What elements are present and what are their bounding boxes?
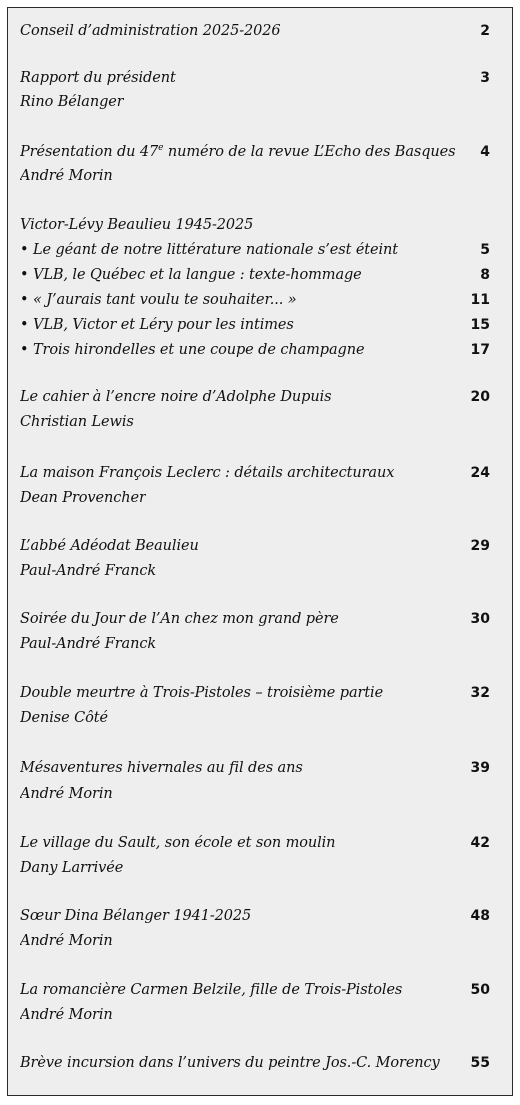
toc-author-name: Rino Bélanger [20,94,124,110]
toc-entry-page: 39 [470,760,490,776]
toc-entry-page: 3 [480,70,490,86]
toc-section-title: Victor-Lévy Beaulieu 1945-2025 [20,217,254,233]
toc-entry-page: 42 [470,835,490,851]
toc-subentry-title: • Trois hirondelles et une coupe de champagne [20,342,365,358]
toc-entry-page: 15 [470,317,490,333]
toc-author-name: André Morin [20,168,113,184]
toc-title-part: numéro de la revue L’Écho des Basques [163,144,456,160]
toc-subentry-title: • VLB, Victor et Léry pour les intimes [20,317,294,333]
toc-entry-author [20,786,490,808]
toc-entry-page: 30 [470,611,490,627]
toc-subentry-title: • VLB, le Québec et la langue : texte-hommage [20,267,362,283]
toc-entry-title: Le village du Sault, son école et son moulin [20,835,336,851]
toc-entry-author [20,933,490,955]
toc-entry [20,217,490,239]
toc-subentry-title: • Le géant de notre littérature nationale s’est éteint [20,242,399,258]
toc-entry-author [20,636,490,658]
toc-entry [20,538,490,560]
toc-entry-page: 50 [470,982,490,998]
toc-author-name: Denise Côté [20,710,108,726]
toc-entry-page: 32 [470,685,490,701]
toc-entry [20,465,490,487]
toc-author-name: André Morin [20,933,113,949]
toc-entry-page: 11 [470,292,490,308]
toc-entry-author [20,1007,490,1029]
toc-entry [20,685,490,707]
toc-entry-title: Sœur Dina Bélanger 1941-2025 [20,908,252,924]
toc-entry-title: Conseil d’administration 2025-2026 [20,23,281,39]
toc-entry-author [20,94,490,116]
toc-entry-page: 4 [480,144,490,160]
toc-entry [20,70,490,92]
toc-entry-title: Rapport du président [20,70,176,86]
toc-entry [20,982,490,1004]
toc-entry [20,760,490,782]
toc-subentry [20,267,490,289]
toc-title-part: Présentation du 47 [20,144,159,160]
table-of-contents [7,7,513,1096]
toc-subentry [20,342,490,364]
toc-entry [20,908,490,930]
toc-entry-page: 55 [470,1055,490,1071]
toc-author-name: André Morin [20,786,113,802]
toc-entry-title: Soirée du Jour de l’An chez mon grand père [20,611,339,627]
toc-subentry [20,317,490,339]
toc-entry [20,835,490,857]
toc-entry-title: Le cahier à l’encre noire d’Adolphe Dupuis [20,389,332,405]
toc-entry-author [20,168,490,190]
toc-entry-author [20,860,490,882]
toc-entry-title: L’abbé Adéodat Beaulieu [20,538,199,554]
toc-entry-title: La maison François Leclerc : détails architecturaux [20,465,395,481]
toc-entry-page: 8 [480,267,490,283]
toc-entry [20,1055,490,1077]
toc-subentry [20,242,490,264]
toc-entry-page: 29 [470,538,490,554]
toc-entry [20,144,490,166]
toc-entry-page: 24 [470,465,490,481]
toc-entry-author [20,710,490,732]
toc-entry-title: Mésaventures hivernales au fil des ans [20,760,303,776]
toc-entry-title: Brève incursion dans l’univers du peintre Jos.-C. Morency [20,1055,440,1071]
toc-author-name: André Morin [20,1007,113,1023]
toc-author-name: Paul-André Franck [20,636,157,652]
toc-entry-page: 20 [470,389,490,405]
toc-entry-page: 17 [470,342,490,358]
toc-entry-page: 48 [470,908,490,924]
toc-author-name: Paul-André Franck [20,563,157,579]
toc-entry-page: 5 [480,242,490,258]
toc-entry-title: Double meurtre à Trois-Pistoles – troisième partie [20,685,384,701]
toc-entry-page: 2 [480,23,490,39]
toc-author-name: Dany Larrivée [20,860,124,876]
toc-entry [20,389,490,411]
toc-subentry [20,292,490,314]
toc-author-name: Dean Provencher [20,490,146,506]
toc-entry [20,611,490,633]
toc-entry [20,23,490,45]
toc-title-ordinal: e [158,144,164,154]
toc-entry-title: La romancière Carmen Belzile, fille de Trois-Pistoles [20,982,403,998]
toc-entry-title [20,144,456,160]
toc-entry-author [20,414,490,436]
toc-entry-author [20,563,490,585]
toc-subentry-title: • « J’aurais tant voulu te souhaiter... » [20,292,297,308]
toc-entry-author [20,490,490,512]
toc-author-name: Christian Lewis [20,414,134,430]
